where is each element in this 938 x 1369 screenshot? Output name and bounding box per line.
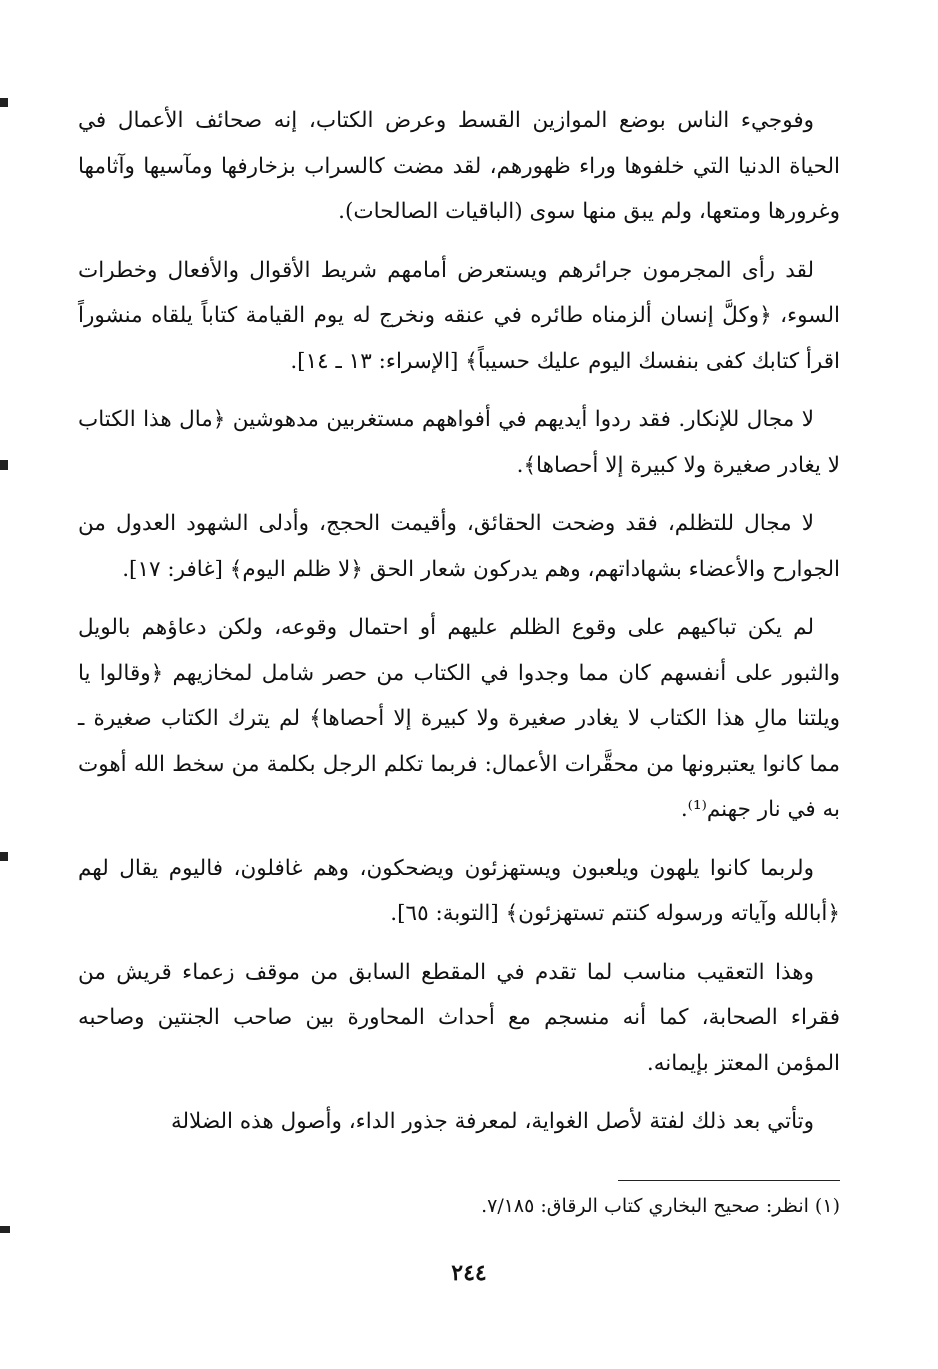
footnote-divider: [618, 1180, 840, 1181]
paragraph-2: لقد رأى المجرمون جرائرهم ويستعرض أمامهم شريط الأقوال والأفعال وخطرات السوء، ﴿وكلَّ إنسان ألزمناه طائره في عنقه ونخرج له يوم القيامة كتاباً يلقاه منشوراً اقرأ كتابك كفى بنفسك اليوم عليك حسيباً﴾ [الإسراء: ١٣ ـ ١٤].: [78, 257, 840, 374]
body-text: [78, 98, 840, 1158]
scan-edge-mark: [0, 1226, 10, 1233]
paragraph-8: وتأتي بعد ذلك لفتة لأصل الغواية، لمعرفة جذور الداء، وأصول هذه الضلالة: [170, 1109, 814, 1134]
paragraph-7: وهذا التعقيب مناسب لما تقدم في المقطع السابق من موقف زعماء قريش من فقراء الصحابة، كما أنه منسجم مع أحداث المحاورة بين صاحب الجنتين وصاحبه المؤمن المعتز بإيمانه.: [78, 959, 840, 1076]
paragraph-6: ولربما كانوا يلهون ويلعبون ويستهزئون ويضحكون، وهم غافلون، فاليوم يقال لهم ﴿أبالله وآياته ورسوله كنتم تستهزئون﴾ [التوبة: ٦٥].: [78, 855, 840, 926]
paragraph-4: لا مجال للتظلم، فقد وضحت الحقائق، وأقيمت الحجج، وأدلى الشهود العدول من الجوارح والأعضاء بشهاداتهم، وهم يدركون شعار الحق ﴿لا ظلم اليوم﴾ [غافر: ١٧].: [78, 511, 840, 582]
scan-edge-mark: [0, 852, 8, 861]
page-number: ٢٤٤: [451, 1260, 487, 1286]
scan-edge-mark: [0, 460, 8, 470]
paragraph-1: وفوجيء الناس بوضع الموازين القسط وعرض الكتاب، إنه صحائف الأعمال في الحياة الدنيا التي خلفوها وراء ظهورهم، لقد مضت كالسراب بزخارفها ومآسيها وآثامها وغرورها ومتعها، ولم يبق منها سوى (الباقيات الصالحات).: [78, 108, 840, 224]
footnote: (١) انظر: صحيح البخاري كتاب الرقاق: ٧/١٨٥.: [481, 1195, 840, 1217]
scan-edge-mark: [0, 98, 8, 107]
paragraph-5: لم يكن تباكيهم على وقوع الظلم عليهم أو احتمال وقوعه، ولكن دعاؤهم بالويل والثبور على أنفسهم كان مما وجدوا في الكتاب من حصر شامل لمخازيهم ﴿وقالوا يا ويلتنا مالِ هذا الكتاب لا يغادر صغيرة ولا كبيرة إلا أحصاها﴾ لم يترك الكتاب صغيرة ـ مما كانوا يعتبرونها من محقَّرات الأعمال: فربما تكلم الرجل بكلمة من سخط الله أهوت به في نار جهنم⁽¹⁾.: [78, 615, 840, 822]
paragraph-3: لا مجال للإنكار. فقد ردوا أيديهم في أفواههم مستغربين مدهوشين ﴿مال هذا الكتاب لا يغادر صغيرة ولا كبيرة إلا أحصاها﴾.: [78, 407, 840, 478]
